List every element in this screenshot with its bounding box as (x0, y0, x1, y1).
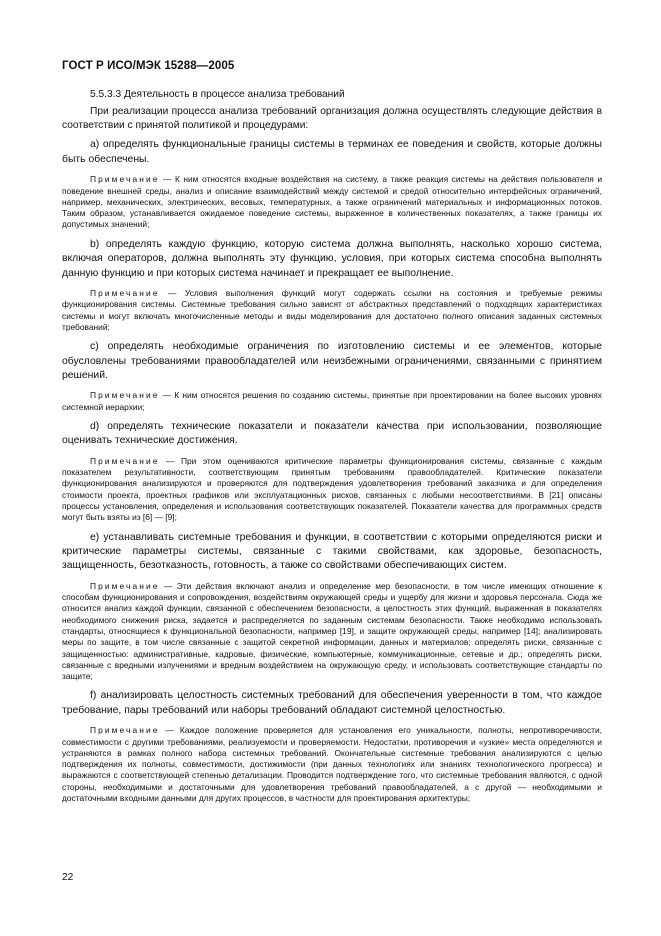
page-body (62, 88, 602, 811)
note-label: Примечание (90, 580, 160, 591)
item-d: d) определять технические показатели и показатели качества при использовании, позволяющие оценивать технические достижения. (62, 420, 602, 447)
page-number: 22 (62, 872, 74, 883)
note-c (62, 390, 602, 413)
note-text: — К ним относятся входные воздействия на систему, а также реакция системы на действия пользователя и поведение внешней среды, анализ и описание взаимодействий между системой и средой относительно интерфейсных ограничений, например, механических, электрических, весовых, температурных, а также ограничений материальных и информационных потоков. Таким образом, устанавливается ожидаемое поведение системы, выраженное в количественных показателях, а также границы их допустимых значений; (62, 174, 602, 230)
note-text: — Каждое положение проверяется для установления его уникальности, полноты, непротиворечивости, совместимости с другими требованиями, реализуемости и проверяемости. Недостатки, противоречия и «узкие» места определяются и устраняются в рамках полного набора системных требований. Окончательные системные требования анализируются с целью подтверждения их полноты, совместимости, достижимости (при данных технологиях или знаниях технологического прогресса) и выражаются с соответствующей степенью детализации. Проводится подтверждение того, что системные требования являются, с одной стороны, необходимыми и достаточными для удовлетворения требований правообладателей, а с другой — необходимыми и достаточными входными данными для других процессов, в частности для проектирования архитектуры; (62, 725, 602, 803)
note-text: — При этом оцениваются критические параметры функционирования системы, связанные с каждым показателем результативности, соответствующим принятым требованиям правообладателей. Критические показатели функционирования анализируются и проверяются для подтверждения удовлетворения требований заказчика и для определения стоимости проекта, проектных графиков или эксплуатационных рисков, связанных с любыми несоответствиями. В [21] описаны процессы установления, определения и использования соответствующих показателей. Показатели качества для программных средств могут быть взяты из [6] — [9]; (62, 455, 603, 523)
note-text: — Условия выполнения функций могут содержать ссылки на состояния и требуемые режимы функционирования системы. Системные требования сильно зависят от абстрактных представлений о подходящих характеристиках системы и могут включать многочисленные методы и виды моделирования для достаточно полного описания заданных системных требований; (62, 287, 603, 332)
note-label: Примечание (90, 725, 160, 736)
note-text: — Эти действия включают анализ и определение мер безопасности, в том числе имеющих отношение к способам функционирования и сопровождения, воздействиям окружающей среды и ущербу для жизни и здоровья персонала. Сюда же относится анализ каждой функции, связанной с обеспечением безопасности, а целостность этих функций, выраженная в показателях необходимого снижения риска, задается и распределяется по заданным системам безопасности. Также необходимо использовать стандарты, относящиеся к функциональной безопасности, например [19], и защите окружающей среды, например [14]; анализировать меры по защите, в том числе связанные с защитой секретной информации, данных и материалов; определять риски, связанные с защищенностью: административные, кадровые, физические, компьютерные, коммуникационные, сетевые и др.; определять риски, связанные с вредными излучениями и вредным воздействием на окружающую среду, и использовать соответствующие стандарты по защите; (62, 580, 602, 682)
note-b (62, 288, 602, 333)
item-c: c) определять необходимые ограничения по изготовлению системы и ее элементов, которые обусловлены требованиями правообладателей или неизбежными ограничениями, связанными с принятием решений. (62, 341, 602, 381)
intro-paragraph: При реализации процесса анализа требований организация должна осуществлять следующие действия в соответствии с принятой политикой и процедурами: (62, 105, 602, 131)
document-page (62, 0, 602, 936)
note-e (62, 581, 602, 683)
note-f (62, 725, 602, 804)
item-f: f) анализировать целостность системных требований для обеспечения уверенности в том, что каждое требование, пары требований или наборы требований обладают системной целостностью. (62, 690, 602, 716)
note-a (62, 174, 602, 230)
note-label: Примечание (90, 287, 160, 298)
item-e: e) устанавливать системные требования и функции, в соответствии с которыми определяются риски и критические параметры системы, связанные с такими свойствами, как здоровье, безопасность, защищенность, безотказность, готовность, а также со свойствами обеспечивающих систем. (62, 531, 602, 572)
item-a: a) определять функциональные границы системы в терминах ее поведения и свойств, которые должны быть обеспечены. (62, 139, 602, 165)
note-d (62, 456, 602, 524)
note-label: Примечание (90, 174, 160, 185)
standard-title: ГОСТ Р ИСО/МЭК 15288—2005 (62, 60, 235, 72)
note-label: Примечание (90, 455, 160, 466)
note-label: Примечание (90, 390, 160, 401)
item-b: b) определять каждую функцию, которую система должна выполнять, насколько хорошо система, включая операторов, должна выполнять эту функцию, условия, при которых система способна выполнять данную функцию и при которых система начинает и прекращает ее выполнение. (62, 238, 602, 279)
note-text: — К ним относятся решения по созданию системы, принятые при проектировании на более высоких уровнях системной иерархии; (62, 390, 602, 412)
section-heading: 5.5.3.3 Деятельность в процессе анализа требований (90, 89, 345, 100)
